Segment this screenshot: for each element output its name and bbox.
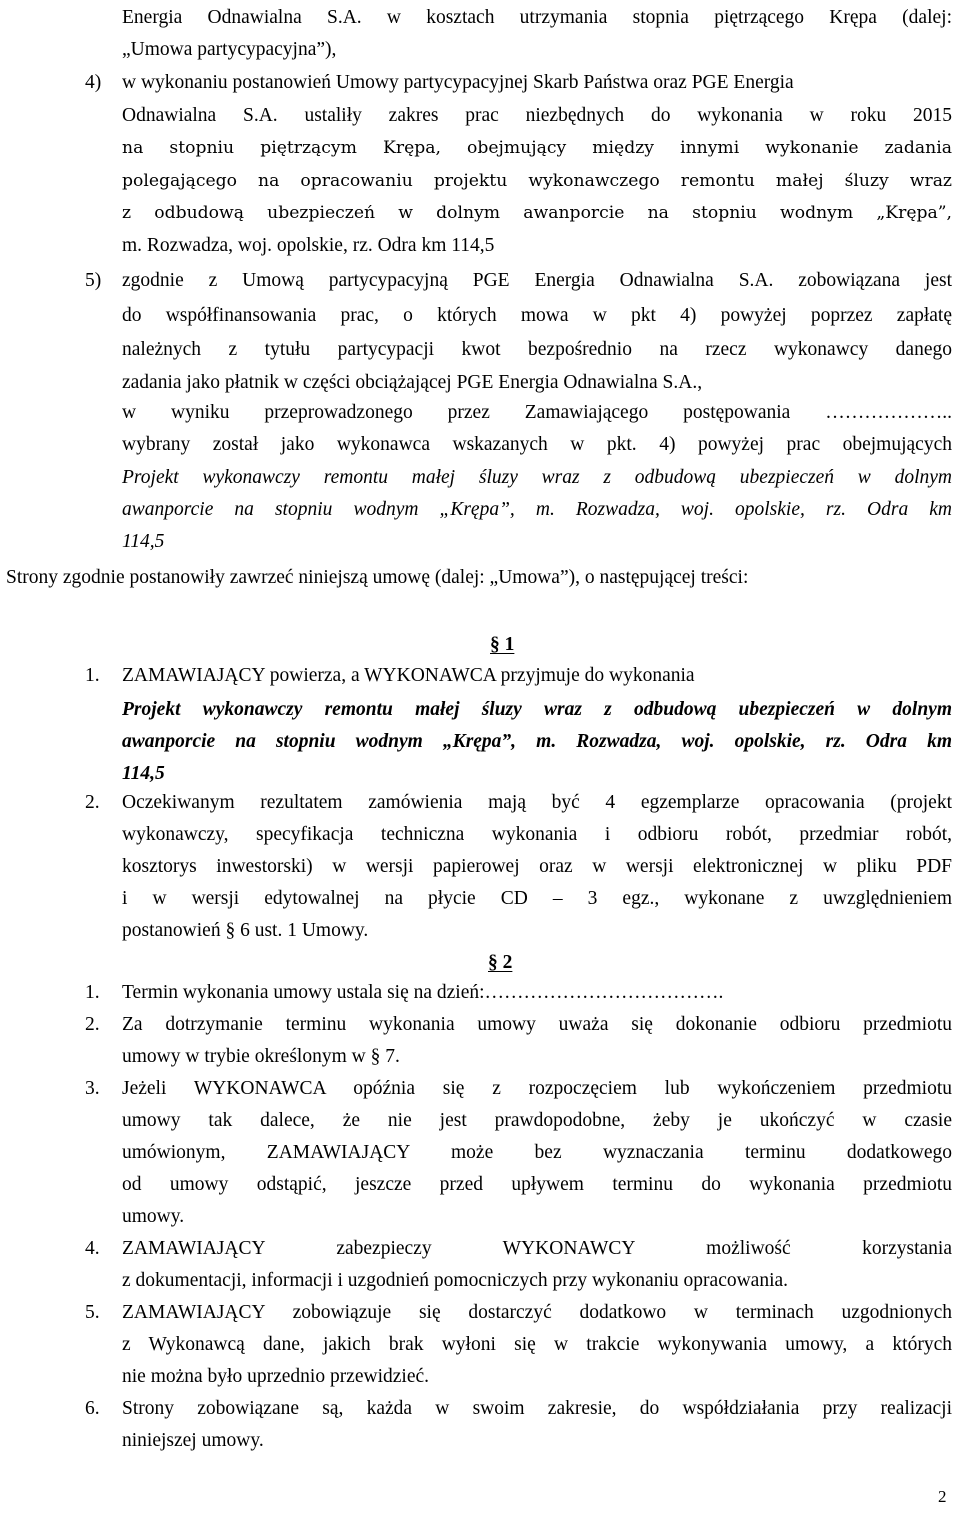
s2-item-6-line-2: niniejszej umowy. — [122, 1430, 264, 1451]
s2-item-3-line-2: umowy tak dalece, że nie jest prawdopodobne, żeby je ukończyć w czasie — [122, 1110, 952, 1131]
s2-item-4-line-2: z dokumentacji, informacji i uzgodnień pomocniczych przy wykonaniu opracowania. — [122, 1270, 789, 1291]
section-2-heading: § 2 — [488, 952, 513, 973]
section-1-heading: § 1 — [490, 634, 515, 655]
s1-p2-line-2: wykonawczy, specyfikacja techniczna wykonania i odbioru robót, przedmiar robót, — [122, 824, 952, 845]
item-5-line-4: zadania jako płatnik w części obciążającej PGE Energia Odnawialna S.A., — [122, 372, 703, 393]
item-5-line-2: do współfinansowania prac, o których mowa w pkt 4) powyżej poprzez zapłatę — [122, 305, 952, 326]
s2-item-2-line-2: umowy w trybie określonym w § 7. — [122, 1046, 400, 1067]
s1-p2-line-5: postanowień § 6 ust. 1 Umowy. — [122, 920, 369, 941]
item-4-line-2: Odnawialna S.A. ustaliły zakres prac niezbędnych do wykonania w roku 2015 — [122, 105, 952, 126]
s1-project-line-1: Projekt wykonawczy remontu małej śluzy wraz z odbudową ubezpieczeń w dolnym — [122, 699, 952, 720]
s1-p2-number: 2. — [85, 792, 100, 813]
intro-line-1: Energia Odnawialna S.A. w kosztach utrzymania stopnia piętrzącego Krępa (dalej: — [122, 7, 952, 28]
item-4-line-3: na stopniu piętrzącym Krępa, obejmujący między innymi wykonanie zadania — [122, 138, 952, 158]
item-5-number: 5) — [85, 270, 102, 291]
s2-item-2-line-1: Za dotrzymanie terminu wykonania umowy uważa się dokonanie odbioru przedmiotu — [122, 1014, 952, 1035]
item-5-line-1: zgodnie z Umową partycypacyjną PGE Energia Odnawialna S.A. zobowiązana jest — [122, 270, 952, 291]
s2-item-4-line-1: ZAMAWIAJĄCY zabezpieczy WYKONAWCY możliwość korzystania — [122, 1238, 952, 1259]
item-5-project-line-2: awanporcie na stopniu wodnym „Krępa”, m. Rozwadza, woj. opolskie, rz. Odra km — [122, 499, 952, 520]
s2-item-1-number: 1. — [85, 982, 100, 1003]
item-5-project-line-3: 114,5 — [122, 531, 165, 552]
s1-p1-text: ZAMAWIAJĄCY powierza, a WYKONAWCA przyjmuje do wykonania — [122, 665, 695, 686]
s2-item-5-line-1: ZAMAWIAJĄCY zobowiązuje się dostarczyć dodatkowo w terminach uzgodnionych — [122, 1302, 952, 1323]
s2-item-6-number: 6. — [85, 1398, 100, 1419]
s1-project-line-3: 114,5 — [122, 763, 165, 784]
s2-item-5-number: 5. — [85, 1302, 100, 1323]
item-4-line-5: z odbudową ubezpieczeń w dolnym awanporcie na stopniu wodnym „Krępa”, — [122, 203, 952, 223]
parties-statement: Strony zgodnie postanowiły zawrzeć niniejszą umowę (dalej: „Umowa”), o następującej treści: — [6, 567, 749, 588]
item-4-line-4: polegającego na opracowaniu projektu wykonawczego remontu małej śluzy wraz — [122, 171, 952, 191]
item-5-line-3: należnych z tytułu partycypacji kwot bezpośrednio na rzecz wykonawcy danego — [122, 339, 952, 360]
item-5-project-line-1: Projekt wykonawczy remontu małej śluzy wraz z odbudową ubezpieczeń w dolnym — [122, 467, 952, 488]
s2-item-4-number: 4. — [85, 1238, 100, 1259]
item-4-line-6: m. Rozwadza, woj. opolskie, rz. Odra km 114,5 — [122, 235, 495, 256]
s2-item-3-line-4: od umowy odstąpić, jeszcze przed upływem terminu do wykonania przedmiotu — [122, 1174, 952, 1195]
s1-p2-line-1: Oczekiwanym rezultatem zamówienia mają być 4 egzemplarze opracowania (projekt — [122, 792, 952, 813]
s1-p1-number: 1. — [85, 665, 100, 686]
s2-item-6-line-1: Strony zobowiązane są, każda w swoim zakresie, do współdziałania przy realizacji — [122, 1398, 952, 1419]
page-number: 2 — [938, 1487, 947, 1506]
intro-line-2: „Umowa partycypacyjna”), — [122, 39, 337, 60]
item-5-line-5: w wyniku przeprowadzonego przez Zamawiającego postępowania ……………….. — [122, 402, 952, 423]
s2-item-3-line-3: umówionym, ZAMAWIAJĄCY może bez wyznaczania terminu dodatkowego — [122, 1142, 952, 1163]
item-4-line-1: w wykonaniu postanowień Umowy partycypacyjnej Skarb Państwa oraz PGE Energia — [122, 72, 794, 93]
s2-item-1-line-1: Termin wykonania umowy ustala się na dzień:………………………………. — [122, 982, 724, 1003]
s1-p2-line-4: i w wersji edytowalnej na płycie CD – 3 egz., wykonane z uwzględnieniem — [122, 888, 952, 909]
s2-item-5-line-3: nie można było uprzednio przewidzieć. — [122, 1366, 430, 1387]
s2-item-3-line-5: umowy. — [122, 1206, 185, 1227]
item-4-number: 4) — [85, 72, 102, 93]
s2-item-3-number: 3. — [85, 1078, 100, 1099]
s2-item-2-number: 2. — [85, 1014, 100, 1035]
s1-project-line-2: awanporcie na stopniu wodnym „Krępa”, m. Rozwadza, woj. opolskie, rz. Odra km — [122, 731, 952, 752]
s2-item-5-line-2: z Wykonawcą dane, jakich brak wyłoni się w trakcie wykonywania umowy, a których — [122, 1334, 952, 1355]
s1-p2-line-3: kosztorys inwestorski) w wersji papierowej oraz w wersji elektronicznej w pliku PDF — [122, 856, 952, 877]
s2-item-3-line-1: Jeżeli WYKONAWCA opóźnia się z rozpoczęciem lub wykończeniem przedmiotu — [122, 1078, 952, 1099]
item-5-line-6: wybrany został jako wykonawca wskazanych w pkt. 4) powyżej prac obejmujących — [122, 434, 952, 455]
